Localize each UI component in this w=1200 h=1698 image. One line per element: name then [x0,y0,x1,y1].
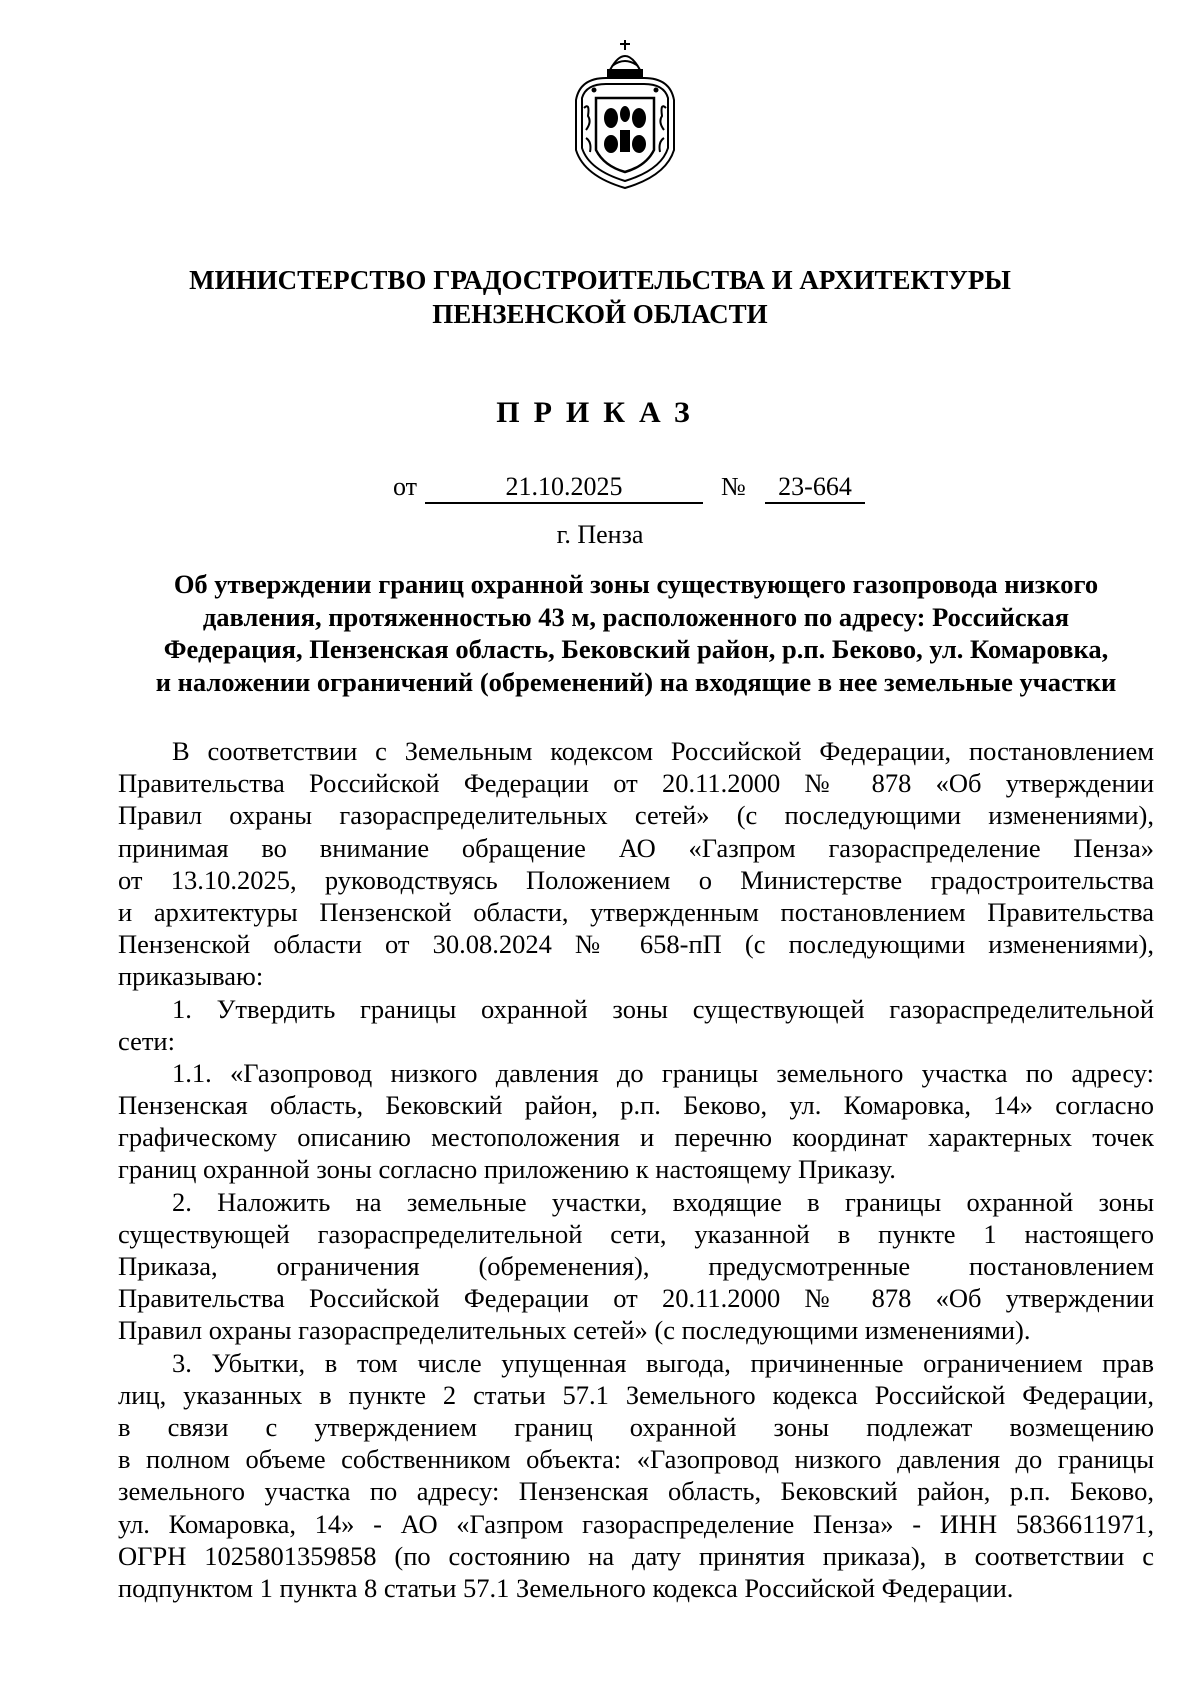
subject-line: и наложении ограничений (обременений) на входящие в нее земельные участки [155,666,1117,697]
body-line: ул. Комаровка, 14» - АО «Газпром газораспределение Пенза» - ИНН 5836611971, [118,1508,1154,1539]
body-line: сети: [118,1025,175,1056]
body-line: лиц, указанных в пункте 2 статьи 57.1 Земельного кодекса Российской Федерации, [118,1379,1154,1410]
order-city: г. Пенза [556,520,644,549]
order-number: 23-664 [765,472,865,504]
body-line: и архитектуры Пензенской области, утвержденным постановлением Правительства [118,896,1154,927]
subject-line: давления, протяженностью 43 м, расположенного по адресу: Российская [202,601,1070,632]
order-title: ПРИКАЗ [496,396,704,429]
body-line: Правил охраны газораспределительных сетей» (с последующими изменениями), [118,800,1154,831]
body-line: Приказа, ограничения (обременения), предусмотренные постановлением [118,1251,1154,1281]
body-line: границ охранной зоны согласно приложению к настоящему Приказу. [118,1154,896,1185]
body-line: ОГРН 1025801359858 (по состоянию на дату принятия приказа), в соответствии с [118,1540,1154,1571]
body-line: Правительства Российской Федерации от 20.11.2000 № 878 «Об утверждении [118,768,1154,799]
body-line: существующей газораспределительной сети, указанной в пункте 1 настоящего [118,1218,1154,1249]
number-label: № [721,472,746,501]
body-line: приказываю: [118,961,264,992]
body-line: в полном объеме собственником объекта: «Газопровод низкого давления до границы [118,1444,1154,1475]
ministry-name-line-2: ПЕНЗЕНСКОЙ ОБЛАСТИ [432,299,768,329]
body-line: графическому описанию местоположения и перечню координат характерных точек [118,1122,1154,1153]
body-line: 1.1. «Газопровод низкого давления до границы земельного участка по адресу: [172,1057,1154,1088]
body-line: Правил охраны газораспределительных сетей» (с последующими изменениями). [118,1315,1031,1346]
body-line: В соответствии с Земельным кодексом Российской Федерации, постановлением [172,736,1154,766]
body-line: принимая во внимание обращение АО «Газпром газораспределение Пенза» [118,832,1154,863]
body-line: подпунктом 1 пункта 8 статьи 57.1 Земельного кодекса Российской Федерации. [118,1572,1014,1603]
subject-line: Федерация, Пензенская область, Бековский район, р.п. Беково, ул. Комаровка, [163,634,1109,664]
coat-of-arms-icon [566,38,684,190]
order-date: 21.10.2025 [425,472,703,504]
body-line: земельного участка по адресу: Пензенская область, Бековский район, р.п. Беково, [118,1476,1154,1507]
body-line: Пензенская область, Бековский район, р.п. Беково, ул. Комаровка, 14» согласно [118,1090,1154,1121]
body-line: 2. Наложить на земельные участки, входящие в границы охранной зоны [172,1186,1154,1217]
ministry-name-line-1: МИНИСТЕРСТВО ГРАДОСТРОИТЕЛЬСТВА И АРХИТЕКТУРЫ [189,265,1011,295]
order-body [118,735,1154,1604]
body-line: 1. Утвердить границы охранной зоны существующей газораспределительной [172,993,1154,1024]
subject-line: Об утверждении границ охранной зоны существующего газопровода низкого [173,569,1099,599]
body-line: от 13.10.2025, руководствуясь Положением о Министерстве градостроительства [118,864,1154,895]
body-line: 3. Убытки, в том числе упущенная выгода, причиненные ограничением прав [172,1347,1154,1378]
body-line: в связи с утверждением границ охранной зоны подлежат возмещению [118,1411,1154,1442]
body-line: Правительства Российской Федерации от 20.11.2000 № 878 «Об утверждении [118,1283,1154,1314]
body-line: Пензенской области от 30.08.2024 № 658-пП (с последующими изменениями), [118,929,1154,960]
from-label: от [393,472,418,501]
order-subject [118,568,1154,698]
